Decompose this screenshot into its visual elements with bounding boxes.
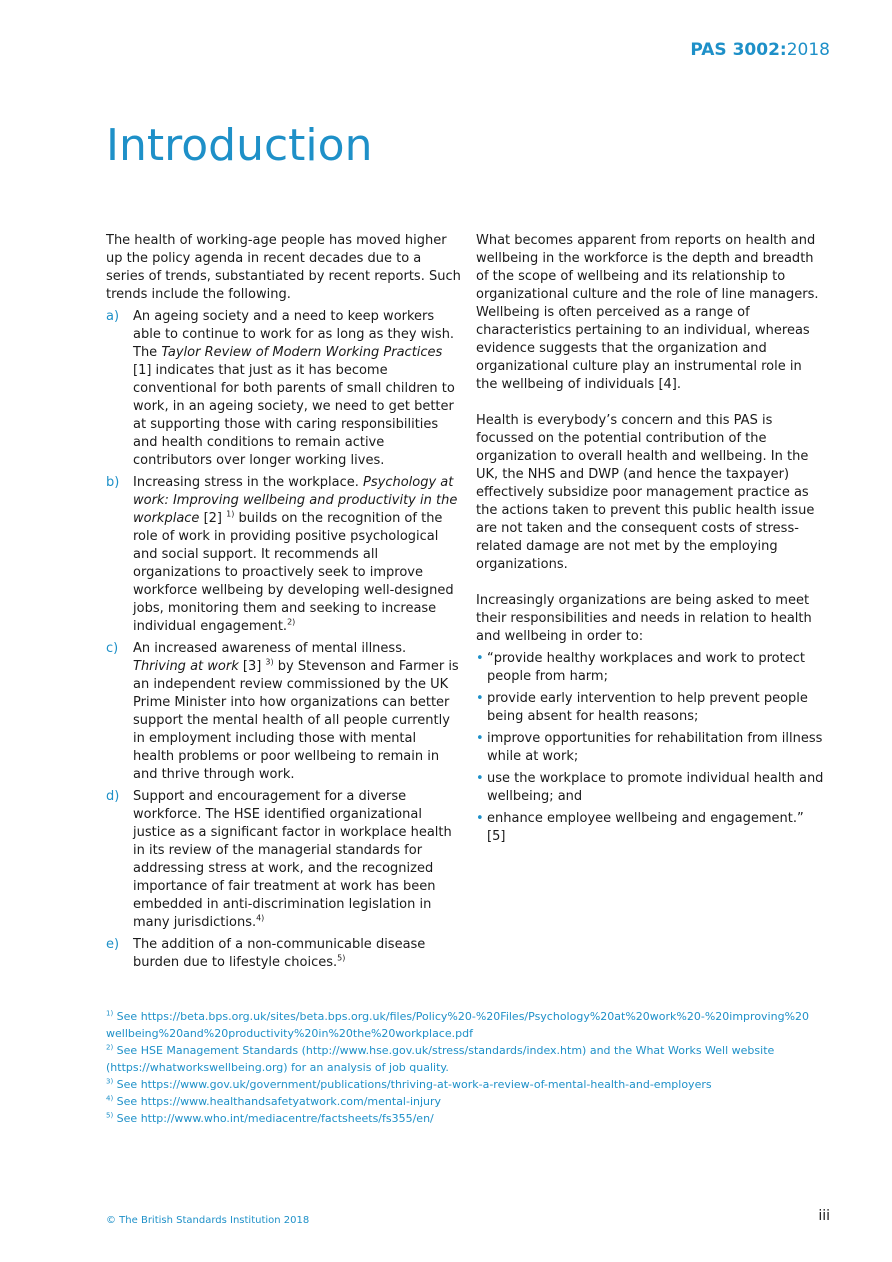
- item-text: use the workplace to promote individual health and wellbeing; and: [487, 771, 824, 804]
- footnotes: [106, 1008, 826, 1127]
- footnote[interactable]: [106, 1076, 826, 1093]
- item-citation-title: Taylor Review of Modern Working Practices: [161, 345, 443, 360]
- footnote-ref: 1): [226, 509, 235, 519]
- item-text: improve opportunities for rehabilitation from illness while at work;: [487, 731, 823, 764]
- body-paragraph: Increasingly organizations are being asked to meet their responsibilities and needs in relation to health and wellbeing in order to:: [476, 593, 812, 644]
- running-header: [690, 40, 830, 60]
- body-paragraph: Health is everybody’s concern and this PAS is focussed on the potential contribution of the organization to overall health and wellbeing. In the UK, the NHS and DWP (and hence the taxpayer) effectively subsidize poor management practice as the actions taken to prevent this public health issue are not taken and the consequent costs of stress-related damage are not met by the employing organizations.: [476, 413, 815, 572]
- list-marker: a): [106, 309, 120, 324]
- item-text: “provide healthy workplaces and work to protect people from harm;: [487, 651, 805, 684]
- header-separator: :: [779, 40, 787, 60]
- left-column: [106, 232, 461, 976]
- item-text: enhance employee wellbeing and engagement.” [5]: [487, 811, 804, 844]
- list-marker: b): [106, 475, 120, 490]
- footnote-number: 5): [106, 1111, 114, 1120]
- item-text: [1] indicates that just as it has become conventional for both parents of small children to work, in an ageing society, we need to get better at supporting those with caring responsibilities and health conditions to remain active contributors over longer working lives.: [133, 363, 455, 468]
- list-item: [106, 308, 461, 470]
- footnote-ref: 5): [337, 953, 346, 963]
- item-text: The addition of a non-communicable disease burden due to lifestyle choices.: [133, 937, 426, 970]
- bullet-icon: •: [476, 691, 484, 706]
- list-item: [106, 788, 461, 932]
- footnote[interactable]: [106, 1008, 826, 1042]
- list-marker: c): [106, 641, 119, 656]
- body-paragraph: What becomes apparent from reports on health and wellbeing in the workforce is the depth and breadth of the scope of wellbeing and its relationship to organizational culture and the role of line managers. Wellbeing is often perceived as a range of characteristics pertaining to an individual, whereas evidence suggests that the organization and organizational culture play an instrumental role in the wellbeing of individuals [4].: [476, 233, 819, 392]
- intro-paragraph: The health of working-age people has moved higher up the policy agenda in recent decades due to a series of trends, substantiated by recent reports. Such trends include the following.: [106, 233, 461, 302]
- item-text: An ageing society and a need to keep workers able to continue to work for as long as they wish. The: [133, 309, 455, 360]
- footnote-text[interactable]: See http://www.who.int/mediacentre/factsheets/fs355/en/: [113, 1112, 434, 1125]
- bullet-icon: •: [476, 731, 484, 746]
- page-title: Introduction: [106, 120, 373, 171]
- item-citation-title: Thriving at work: [133, 659, 239, 674]
- list-item: [106, 640, 461, 784]
- footnote-text[interactable]: See HSE Management Standards (http://www.hse.gov.uk/stress/standards/index.htm) and the What Works Well website (https://whatworkswellbeing.org) for an analysis of job quality.: [106, 1044, 775, 1074]
- item-text: builds on the recognition of the role of work in providing positive psychological and social support. It recommends all organizations to proactively seek to improve workforce wellbeing by developing well-designed jobs, monitoring them and seeking to increase individual engagement.: [133, 511, 454, 634]
- footnote-ref: 3): [265, 657, 274, 667]
- item-text: provide early intervention to help prevent people being absent for health reasons;: [487, 691, 808, 724]
- footnote-number: 3): [106, 1077, 114, 1086]
- standard-number: PAS 3002: [690, 40, 780, 60]
- footnote-text[interactable]: See https://www.healthandsafetyatwork.com/mental-injury: [113, 1095, 442, 1108]
- footnote-ref: 4): [256, 913, 265, 923]
- list-item: [106, 474, 461, 636]
- item-text: Support and encouragement for a diverse workforce. The HSE identified organizational justice as a significant factor in workplace health in its review of the managerial standards for addressing stress at work, and the recognized importance of fair treatment at work has been embedded in anti-discrimination legislation in many jurisdictions.: [133, 789, 452, 930]
- list-item: [476, 730, 824, 766]
- item-text: [3]: [238, 659, 266, 674]
- footnote[interactable]: [106, 1093, 826, 1110]
- list-marker: d): [106, 789, 120, 804]
- trends-list: [106, 308, 461, 972]
- item-citation-title: Psychology at work: Improving wellbeing and productivity in the workplace: [133, 475, 458, 526]
- standard-year: 2018: [786, 40, 830, 60]
- footnote[interactable]: [106, 1110, 826, 1127]
- copyright-notice: © The British Standards Institution 2018: [106, 1215, 310, 1226]
- bullet-icon: •: [476, 811, 484, 826]
- list-item: [476, 810, 824, 846]
- footnote-number: 2): [106, 1043, 114, 1052]
- footnote-ref: 2): [287, 617, 296, 627]
- list-item: [476, 770, 824, 806]
- right-column: [476, 232, 824, 850]
- bullet-icon: •: [476, 771, 484, 786]
- list-item: [106, 936, 461, 972]
- footnote-number: 4): [106, 1094, 114, 1103]
- item-text: An increased awareness of mental illness.: [133, 641, 407, 656]
- item-text: Increasing stress in the workplace.: [133, 475, 364, 490]
- responsibilities-list: [476, 650, 824, 846]
- footnote-number: 1): [106, 1009, 114, 1018]
- list-marker: e): [106, 937, 120, 952]
- footnote-text[interactable]: See https://beta.bps.org.uk/sites/beta.bps.org.uk/files/Policy%20-%20Files/Psychology%20at%20work%20-%20improving%20 wellbeing%20and%20productivity%20in%20the%20workplace.pdf: [106, 1010, 810, 1040]
- list-item: [476, 650, 824, 686]
- footnote-text[interactable]: See https://www.gov.uk/government/publications/thriving-at-work-a-review-of-mental-health-and-employers: [113, 1078, 712, 1091]
- footnote[interactable]: [106, 1042, 826, 1076]
- page-number: iii: [818, 1208, 830, 1224]
- item-text: [2]: [199, 511, 227, 526]
- item-text: by Stevenson and Farmer is an independent review commissioned by the UK Prime Minister into how organizations can better support the mental health of all people currently in employment including those with mental health problems or poor wellbeing to remain in and thrive through work.: [133, 659, 459, 782]
- bullet-icon: •: [476, 651, 484, 666]
- list-item: [476, 690, 824, 726]
